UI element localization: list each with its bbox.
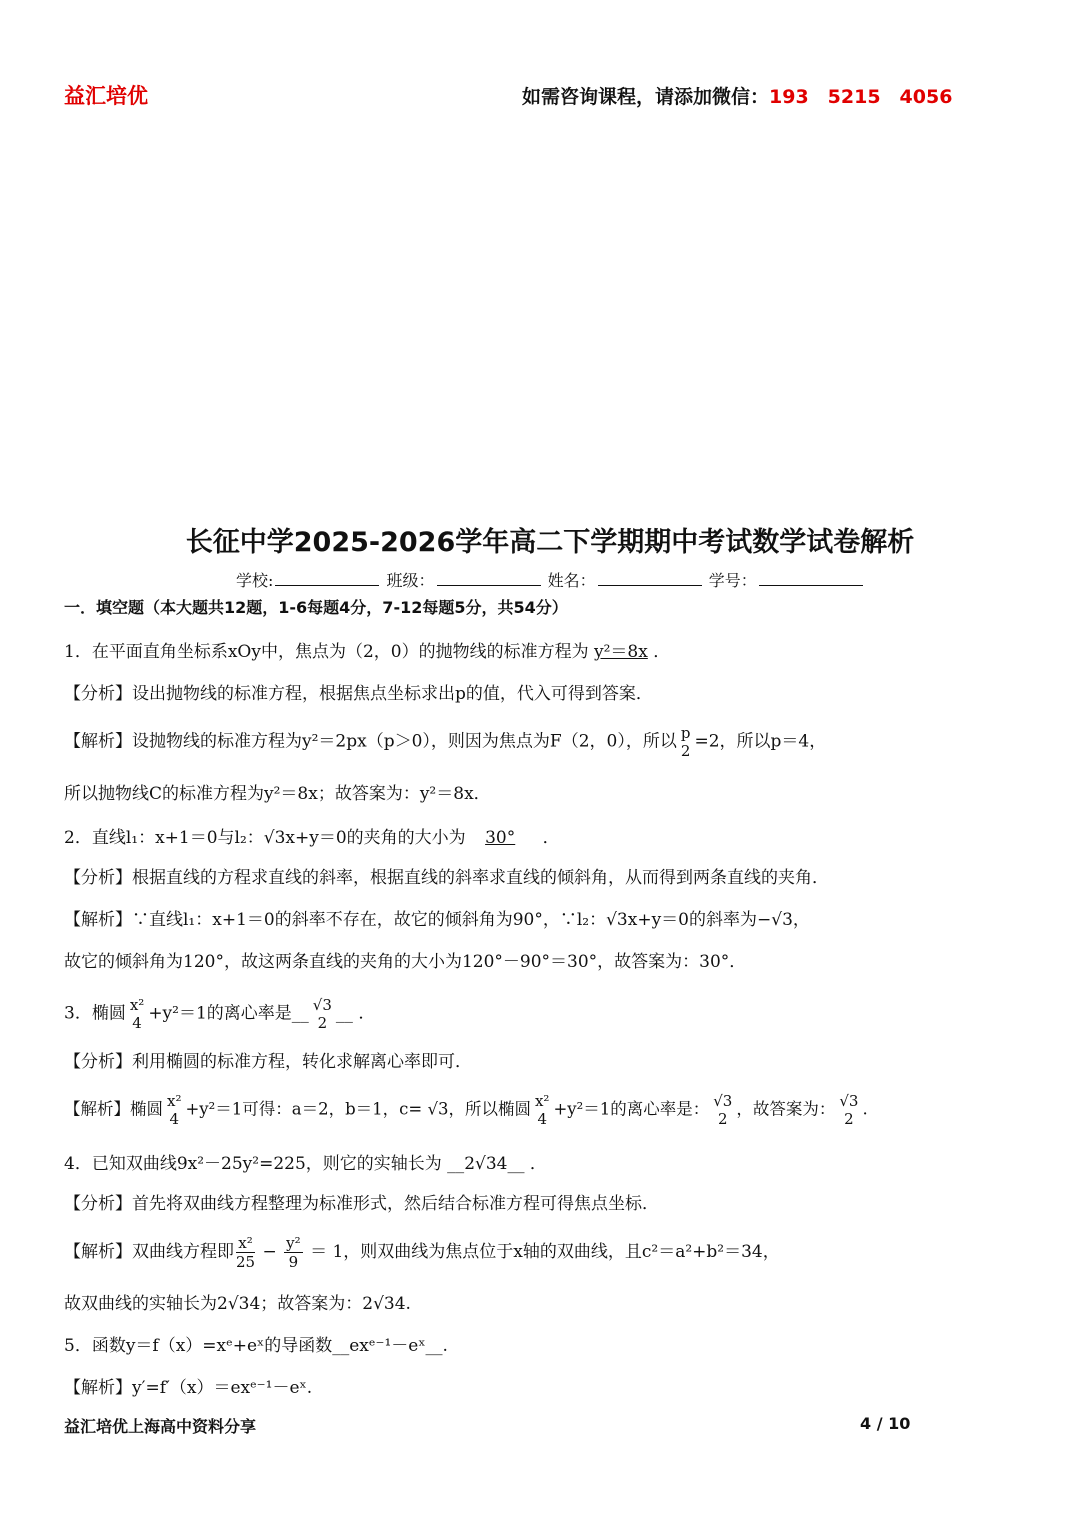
- q5-answer: exᵉ⁻¹－eˣ: [349, 1336, 426, 1356]
- q3-solution-a: 【解析】椭圆: [64, 1099, 163, 1119]
- q2-analysis: 【分析】根据直线的方程求直线的斜率，根据直线的斜率求直线的倾斜角，从而得到两条直线的夹角．: [64, 868, 829, 888]
- q4-solution-line: 【解析】双曲线方程即 $\frac{\text{x²}}{25}$ − $\frac{\text{y²}}{9}$ ＝ 1，则双曲线为焦点位于x轴的双曲线，且c²＝a²+b²＝34，: [64, 1234, 780, 1271]
- q1-frac-num: p: [680, 724, 691, 742]
- q2-answer: 30°: [485, 828, 516, 848]
- q1-solution-b: =2，所以p＝4，: [694, 731, 827, 752]
- q5-stem: 5．函数y＝f（x）=xᵉ+eˣ的导函数: [64, 1336, 333, 1356]
- q5-stem-line: 5．函数y＝f（x）=xᵉ+eˣ的导函数__exᵉ⁻¹－eˣ__.: [64, 1336, 448, 1356]
- q2-stem: 2．直线l₁：x+1＝0与l₂：√3x+y＝0的夹角的大小为: [64, 828, 466, 848]
- q3-answer-den: 2: [317, 1014, 328, 1032]
- q3-fraction: [128, 996, 146, 1032]
- q3-answer-num: √3: [312, 996, 332, 1014]
- q1-fraction: [679, 724, 693, 760]
- q4-answer: 2√34: [464, 1154, 508, 1174]
- q1-solution-c: 所以抛物线C的标准方程为y²＝8x；故答案为：y²＝8x．: [64, 784, 491, 804]
- q1-frac-den: 2: [680, 742, 691, 760]
- school-label: 学校:: [236, 571, 274, 590]
- school-blank: [275, 569, 379, 586]
- q3-answer: [311, 996, 334, 1032]
- contact-prefix: 如需咨询课程，请添加微信：: [522, 86, 770, 108]
- q3-frac-den: 4: [132, 1014, 142, 1032]
- q1-solution-a: 【解析】设抛物线的标准方程为y²＝2px（p＞0），则因为焦点为F（2，0），所以: [64, 731, 677, 752]
- q5-solution: 【解析】y′=f′（x）＝exᵉ⁻¹－eˣ.: [64, 1378, 313, 1398]
- q2-end: ．: [542, 828, 560, 848]
- q3-stem-a: 3．椭圆: [64, 1003, 126, 1024]
- student-info-row: [236, 568, 865, 591]
- q3-solution-c: +y²＝1的离心率是：: [553, 1099, 710, 1119]
- q4-solution-c: 故双曲线的实轴长为2√34；故答案为：2√34.: [64, 1294, 411, 1314]
- q1-answer: y²＝8x: [593, 642, 648, 662]
- q3-stem-b: +y²＝1的离心率是: [148, 1003, 292, 1024]
- id-label: 学号：: [708, 571, 757, 590]
- name-label: 姓名：: [547, 571, 596, 590]
- q3-sol-frac-4: √3 2: [839, 1092, 859, 1128]
- name-blank: [598, 569, 702, 586]
- contact-line: [522, 82, 952, 109]
- q1-stem-line: [64, 640, 670, 664]
- q2-stem-line: [64, 826, 560, 850]
- q3-solution-line: [64, 1092, 868, 1128]
- page-title: 长征中学2025-2026学年高二下学期期中考试数学试卷解析: [185, 527, 915, 558]
- q1-end: ．: [653, 642, 671, 662]
- q5-end: .: [442, 1336, 448, 1356]
- q4-solution-b: ＝ 1，则双曲线为焦点位于x轴的双曲线，且c²＝a²+b²＝34，: [310, 1242, 780, 1262]
- footer-text: 益汇培优上海高中资料分享: [64, 1417, 257, 1436]
- class-label: 班级：: [386, 571, 435, 590]
- page-number: 4 / 10: [860, 1414, 911, 1433]
- q4-stem: 4．已知双曲线9x²－25y²=225，则它的实轴长为: [64, 1154, 442, 1174]
- q1-analysis: 【分析】设出抛物线的标准方程，根据焦点坐标求出p的值，代入可得到答案．: [64, 684, 653, 704]
- q3-solution-e: .: [862, 1099, 868, 1119]
- q3-sol-frac-3: √3 2: [713, 1092, 733, 1128]
- q3-solution-b: +y²＝1可得：a＝2，b＝1，c= √3，所以椭圆: [185, 1099, 531, 1119]
- q4-stem-line: 4．已知双曲线9x²－25y²=225，则它的实轴长为 __2√34__ ．: [64, 1154, 547, 1174]
- section-heading: 一．填空题（本大题共12题，1-6每题4分，7-12每题5分，共54分）: [64, 598, 568, 617]
- q4-analysis: 【分析】首先将双曲线方程整理为标准形式，然后结合标准方程可得焦点坐标．: [64, 1194, 659, 1214]
- q4-solution-a: 【解析】双曲线方程即: [64, 1242, 234, 1262]
- q1-solution-line: [64, 724, 826, 760]
- q4-frac-2: $\frac{\text{y²}}{9}$: [286, 1234, 301, 1271]
- q2-solution-a: 【解析】∵直线l₁：x+1＝0的斜率不存在，故它的倾斜角为90°，∵l₂：√3x+y＝0的斜率为−√3，: [64, 910, 810, 930]
- id-blank: [759, 569, 863, 586]
- q3-analysis: 【分析】利用椭圆的标准方程，转化求解离心率即可．: [64, 1052, 472, 1072]
- q3-solution-d: ，故答案为：: [736, 1099, 836, 1119]
- contact-number: 193 5215 4056: [769, 86, 953, 108]
- brand-logo-text: 益汇培优: [64, 84, 148, 108]
- q3-frac-num: x²: [129, 996, 145, 1014]
- class-blank: [437, 569, 541, 586]
- q3-end: ．: [358, 1003, 376, 1024]
- q3-stem-line: 3．椭圆 x² 4 +y²＝1的离心率是__ √3 2 __ ．: [64, 996, 376, 1032]
- q2-solution-b: 故它的倾斜角为120°，故这两条直线的夹角的大小为120°－90°＝30°，故答案为：30°．: [64, 952, 747, 972]
- q3-sol-frac-1: x² 4: [167, 1092, 182, 1128]
- q1-stem: 1．在平面直角坐标系xOy中，焦点为（2，0）的抛物线的标准方程为: [64, 642, 589, 662]
- q3-sol-frac-2: x² 4: [534, 1092, 550, 1128]
- q4-end: ．: [529, 1154, 547, 1174]
- q4-frac-1: $\frac{\text{x²}}{25}$: [236, 1234, 256, 1271]
